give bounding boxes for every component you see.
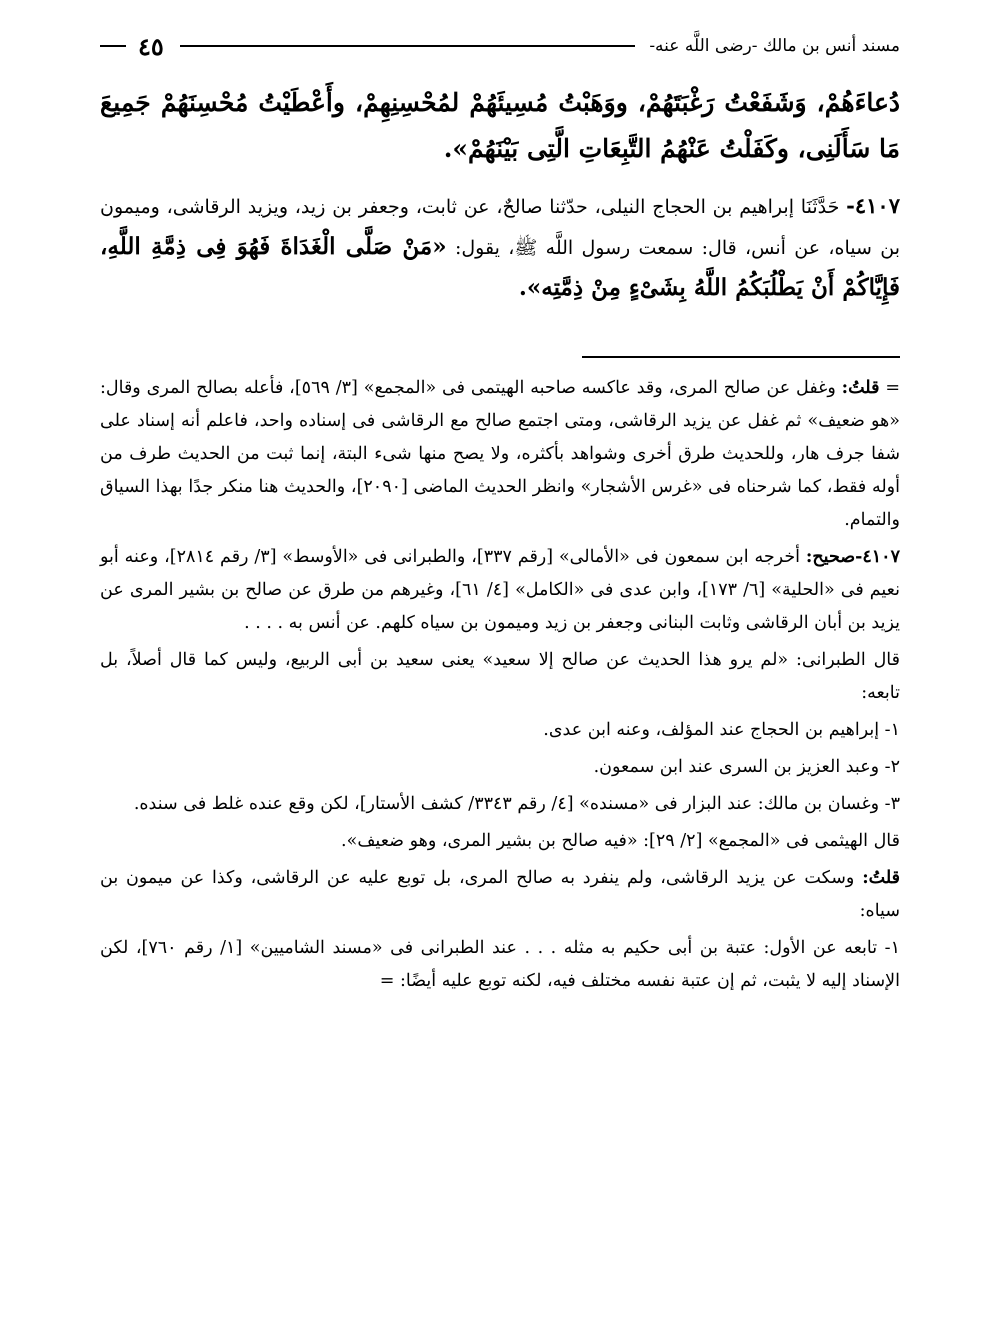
header-rule <box>180 45 636 47</box>
note-takhrij-label: ٤١٠٧-صحيح: <box>805 547 900 567</box>
main-text <box>100 80 900 309</box>
document-page <box>100 0 900 1339</box>
hadith-chain: حَدَّثَنَا إبراهيم بن الحجاج النيلى، حدّثنا صالحٌ، عن ثابت، وجعفر بن زيد، ويزيد الرقاشى، وميمون بن سياه، عن أنس، قال: سمعت رسول اللَّه ﷺ، يقول: <box>100 196 901 259</box>
note-takhrij <box>100 541 900 640</box>
footnotes <box>100 372 900 1002</box>
note-continuation-mark: = <box>885 378 900 398</box>
page-number: ٤٥ <box>138 31 164 61</box>
note-qultu <box>100 862 900 928</box>
list-item-2: ٢- وعبد العزيز بن السرى عند ابن سمعون. <box>593 757 900 777</box>
list-item-4: ١- تابعه عن الأول: عتبة بن أبى حكيم به مثله . . . عند الطبرانى فى «مسند الشاميين» [١/ رقم ٧٦٠]، لكن الإسناد إليه لا يثبت، ثم إن عتبة نفسه مختلف فيه، لكنه توبع عليه أيضًا: = <box>100 938 900 991</box>
note-text: وغفل عن صالح المرى، وقد عاكسه صاحبه الهيتمى فى «المجمع» [٣/ ٥٦٩]، فأعله بصالح المرى وقال: «هو ضعيف» ثم غفل عن يزيد الرقاشى، ومتى اجتمع صالح مع الرقاشى فى إسناده واحد، فاعلم أنه إسناد على شفا جرف هار، وللحديث طرق أخرى وشواهد بأكثره، ولا يصح منها شىء البتة، إنما ثبت من الحديث طرف من أوله فقط، كما شرحناه فى «غرس الأشجار» وانظر الحديث الماضى [٢٠٩٠]، والحديث هنا منكر جدًا بهذا السياق والتمام. <box>100 378 900 530</box>
note-qultu-label: قلتُ: <box>862 868 900 888</box>
hadith-number: ٤١٠٧- <box>846 193 900 218</box>
note-haythami: قال الهيثمى فى «المجمع» [٢/ ٢٩]: «فيه صالح بن بشير المرى، وهو ضعيف». <box>341 831 900 851</box>
list-item-3: ٣- وغسان بن مالك: عند البزار فى «مسنده» [٤/ رقم ٣٣٤٣/ كشف الأستار]، لكن وقع عنده غلط فى سنده. <box>133 794 900 814</box>
note-takhrij-text: أخرجه ابن سمعون فى «الأمالى» [رقم ٣٣٧]، والطبرانى فى «الأوسط» [٣/ رقم ٢٨١٤]، وعنه أبو نعيم فى «الحلية» [٦/ ١٧٣]، وابن عدى فى «الكامل» [٤/ ٦١]، وغيرهم من طرق عن صالح بن بشير المرى عن يزيد بن أبان الرقاشى وثابت البنانى وجعفر بن زيد وميمون بن سياه كلهم. عن أنس به . . . . <box>100 547 900 633</box>
hadith-text: «مَنْ صَلَّى الْغَدَاةَ فَهُوَ فِى ذِمَّةِ اللَّهِ، فَإِيَّاكُمْ أَنْ يَطْلُبَكُمُ اللَّهُ بِشَىْءٍ مِنْ ذِمَّتِه». <box>100 233 900 301</box>
note-tabarani: قال الطبرانى: «لم يرو هذا الحديث عن صالح إلا سعيد» يعنى سعيد بن أبى الربيع، وليس كما قال أصلاً، بل تابعه: <box>100 650 900 703</box>
running-title: مسند أنس بن مالك -رضى اللَّه عنه- <box>649 36 900 56</box>
footnote-divider <box>582 356 900 358</box>
note-qultu-text: وسكت عن يزيد الرقاشى، ولم ينفرد به صالح المرى، بل توبع عليه عن الرقاشى، وكذا عن ميمون بن سياه: <box>100 868 900 921</box>
continuation-paragraph: دُعاءَهُمْ، وَشَفَعْتُ رَغْبَتَهُمْ، ووَهَبْتُ مُسِيئَهُمْ لمُحْسِنِهِمْ، وأَعْطَيْتُ مُحْسِنَهُمْ جَمِيعَ مَا سَأَلَنِى، وكَفَلْتُ عَنْهُمُ التَّبِعَاتِ الَّتِى بَيْنَهُمْ». <box>100 88 900 163</box>
note-continuation <box>100 372 900 537</box>
page-header <box>100 28 900 64</box>
hadith-paragraph <box>100 186 900 309</box>
header-rule-end <box>100 45 126 47</box>
list-item-1: ١- إبراهيم بن الحجاج عند المؤلف، وعنه ابن عدى. <box>543 720 900 740</box>
note-label: قلتُ: <box>841 378 880 398</box>
